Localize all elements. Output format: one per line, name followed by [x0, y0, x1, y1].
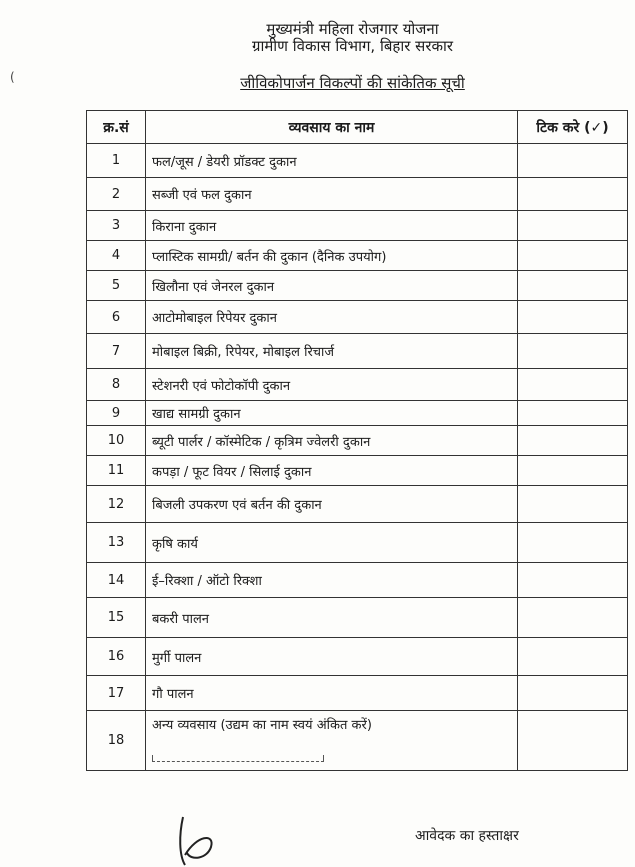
business-name [146, 334, 518, 369]
business-name-text: सब्जी एवं फल दुकान [152, 188, 252, 203]
table-row [87, 271, 628, 301]
business-name-text: बकरी पालन [152, 611, 210, 627]
business-name-text: मुर्गी पालन [152, 650, 202, 666]
serial-number: 3 [87, 211, 146, 241]
serial-number: 4 [87, 241, 146, 271]
scheme-title: मुख्यमंत्री महिला रोजगार योजना [266, 20, 439, 38]
department-title: ग्रामीण विकास विभाग, बिहार सरकार [251, 37, 453, 55]
business-name [146, 523, 518, 563]
serial-number: 7 [87, 334, 146, 369]
stray-mark: ( [10, 70, 15, 84]
serial-number: 9 [87, 401, 146, 426]
table-row [87, 401, 628, 426]
table-row [87, 638, 628, 676]
business-name-text: स्टेशनरी एवं फोटोकॉपी दुकान [152, 378, 291, 394]
table-row [87, 711, 628, 771]
tick-cell[interactable] [518, 676, 628, 711]
tick-cell[interactable] [518, 211, 628, 241]
business-name-text: कपड़ा / फूट वियर / सिलाई दुकान [152, 464, 312, 480]
table-row [87, 523, 628, 563]
business-name-text: प्लास्टिक सामग्री/ बर्तन की दुकान (दैनिक उपयोग) [152, 249, 387, 265]
serial-number: 11 [87, 456, 146, 486]
business-name-text: खाद्य सामग्री दुकान [152, 407, 241, 422]
serial-number: 1 [87, 144, 146, 178]
tick-cell[interactable] [518, 426, 628, 456]
serial-number: 2 [87, 178, 146, 211]
business-name-text: ब्यूटी पार्लर / कॉस्मेटिक / कृत्रिम ज्वेलरी दुकान [152, 434, 371, 450]
table-row [87, 301, 628, 334]
business-name [146, 401, 518, 426]
business-name [146, 144, 518, 178]
business-name [146, 271, 518, 301]
table-row [87, 369, 628, 401]
tick-cell[interactable] [518, 334, 628, 369]
business-name [146, 563, 518, 598]
custom-business-blank[interactable] [152, 755, 324, 762]
business-name [146, 211, 518, 241]
business-name [146, 711, 518, 771]
livelihood-options-table [86, 110, 628, 771]
applicant-signature-label: आवेदक का हस्ताक्षर [415, 828, 519, 844]
business-name [146, 241, 518, 271]
tick-cell[interactable] [518, 598, 628, 638]
table-row [87, 144, 628, 178]
serial-number: 13 [87, 523, 146, 563]
col-business-name: व्यवसाय का नाम [146, 111, 518, 144]
table-row [87, 486, 628, 523]
serial-number: 18 [87, 711, 146, 771]
serial-number: 10 [87, 426, 146, 456]
business-name-text: गौ पालन [152, 687, 194, 702]
serial-number: 16 [87, 638, 146, 676]
table-row [87, 211, 628, 241]
business-name [146, 598, 518, 638]
table-row [87, 456, 628, 486]
serial-number: 6 [87, 301, 146, 334]
tick-cell[interactable] [518, 563, 628, 598]
table-row [87, 598, 628, 638]
business-name [146, 676, 518, 711]
business-name [146, 301, 518, 334]
business-name [146, 178, 518, 211]
business-name [146, 638, 518, 676]
business-name [146, 456, 518, 486]
serial-number: 17 [87, 676, 146, 711]
business-name-text: मोबाइल बिक्री, रिपेयर, मोबाइल रिचार्ज [152, 345, 335, 360]
table-row [87, 426, 628, 456]
tick-cell[interactable] [518, 144, 628, 178]
serial-number: 5 [87, 271, 146, 301]
tick-cell[interactable] [518, 369, 628, 401]
business-name-text: आटोमोबाइल रिपेयर दुकान [152, 311, 277, 326]
tick-cell[interactable] [518, 241, 628, 271]
signature-scribble [175, 815, 225, 867]
business-name [146, 426, 518, 456]
table-row [87, 241, 628, 271]
tick-cell[interactable] [518, 271, 628, 301]
serial-number: 8 [87, 369, 146, 401]
tick-cell[interactable] [518, 711, 628, 771]
col-serial: क्र.सं [87, 111, 146, 144]
tick-cell[interactable] [518, 401, 628, 426]
serial-number: 15 [87, 598, 146, 638]
tick-cell[interactable] [518, 301, 628, 334]
business-name-text: किराना दुकान [152, 219, 217, 235]
tick-cell[interactable] [518, 486, 628, 523]
business-name-text: खिलौना एवं जेनरल दुकान [152, 279, 275, 295]
list-title: जीविकोपार्जन विकल्पों की सांकेतिक सूची [240, 74, 465, 92]
tick-cell[interactable] [518, 638, 628, 676]
serial-number: 12 [87, 486, 146, 523]
business-name [146, 486, 518, 523]
business-name-text: बिजली उपकरण एवं बर्तन की दुकान [152, 498, 322, 513]
business-name-text: फल/जूस / डेयरी प्रॉडक्ट दुकान [152, 154, 297, 170]
tick-cell[interactable] [518, 178, 628, 211]
table-row [87, 676, 628, 711]
col-tick: टिक करे (✓) [518, 111, 628, 144]
table-row [87, 334, 628, 369]
table-row [87, 178, 628, 211]
business-name-text: अन्य व्यवसाय (उद्यम का नाम स्वयं अंकित करें) [152, 718, 372, 733]
business-name-text: कृषि कार्य [152, 536, 198, 552]
serial-number: 14 [87, 563, 146, 598]
table-row [87, 563, 628, 598]
tick-cell[interactable] [518, 456, 628, 486]
tick-cell[interactable] [518, 523, 628, 563]
business-name-text: ई–रिक्शा / ऑटो रिक्शा [152, 574, 262, 589]
business-name [146, 369, 518, 401]
